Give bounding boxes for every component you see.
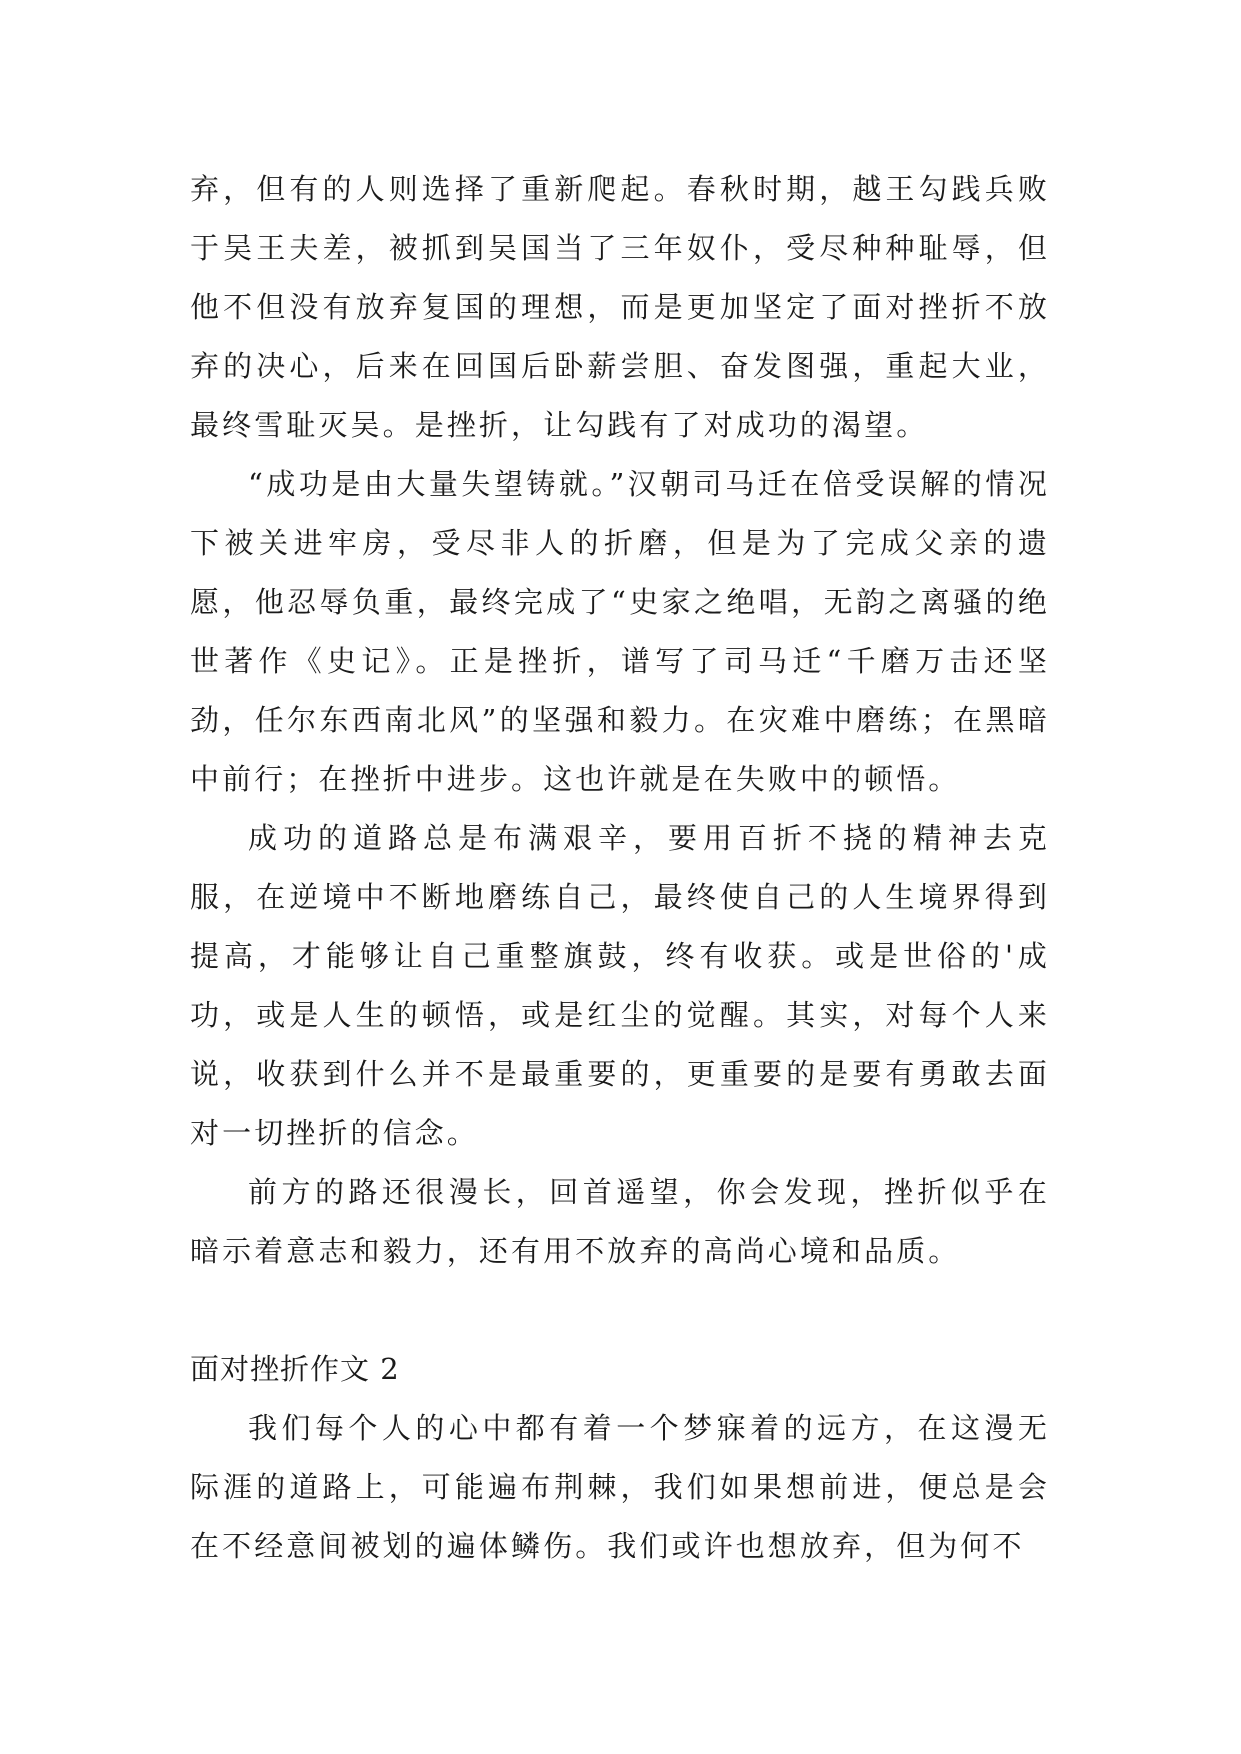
paragraph-road-ahead: 前方的路还很漫长，回首遥望，你会发现，挫折似乎在暗示着意志和毅力，还有用不放弃的高尚心境和品质。 [190, 1175, 1050, 1268]
paragraph-dream: 我们每个人的心中都有着一个梦寐着的远方，在这漫无际涯的道路上，可能遍布荆棘，我们如果想前进，便总是会在不经意间被划的遍体鳞伤。我们或许也想放弃，但为何不 [190, 1411, 1050, 1563]
paragraph-simaqian: “成功是由大量失望铸就。”汉朝司马迁在倍受误解的情况下被关进牢房，受尽非人的折磨，但是为了完成父亲的遗愿，他忍辱负重，最终完成了“史家之绝唱，无韵之离骚的绝世著作《史记》。正是挫折，谱写了司马迁“千磨万击还坚劲，任尔东西南北风”的坚强和毅力。在灾难中磨练；在黑暗中前行；在挫折中进步。这也许就是在失败中的顿悟。 [190, 467, 1050, 796]
document-body [190, 160, 1050, 1576]
paragraph-success-road: 成功的道路总是布满艰辛，要用百折不挠的精神去克服，在逆境中不断地磨练自己，最终使自己的人生境界得到提高，才能够让自己重整旗鼓，终有收获。或是世俗的'成功，或是人生的顿悟，或是红尘的觉醒。其实，对每个人来说，收获到什么并不是最重要的，更重要的是要有勇敢去面对一切挫折的信念。 [190, 821, 1050, 1150]
paragraph-goujian: 弃，但有的人则选择了重新爬起。春秋时期，越王勾践兵败于吴王夫差，被抓到吴国当了三年奴仆，受尽种种耻辱，但他不但没有放弃复国的理想，而是更加坚定了面对挫折不放弃的决心，后来在回国后卧薪尝胆、奋发图强，重起大业，最终雪耻灭吴。是挫折，让勾践有了对成功的渴望。 [190, 172, 1050, 442]
section-heading: 面对挫折作文 2 [190, 1352, 400, 1386]
